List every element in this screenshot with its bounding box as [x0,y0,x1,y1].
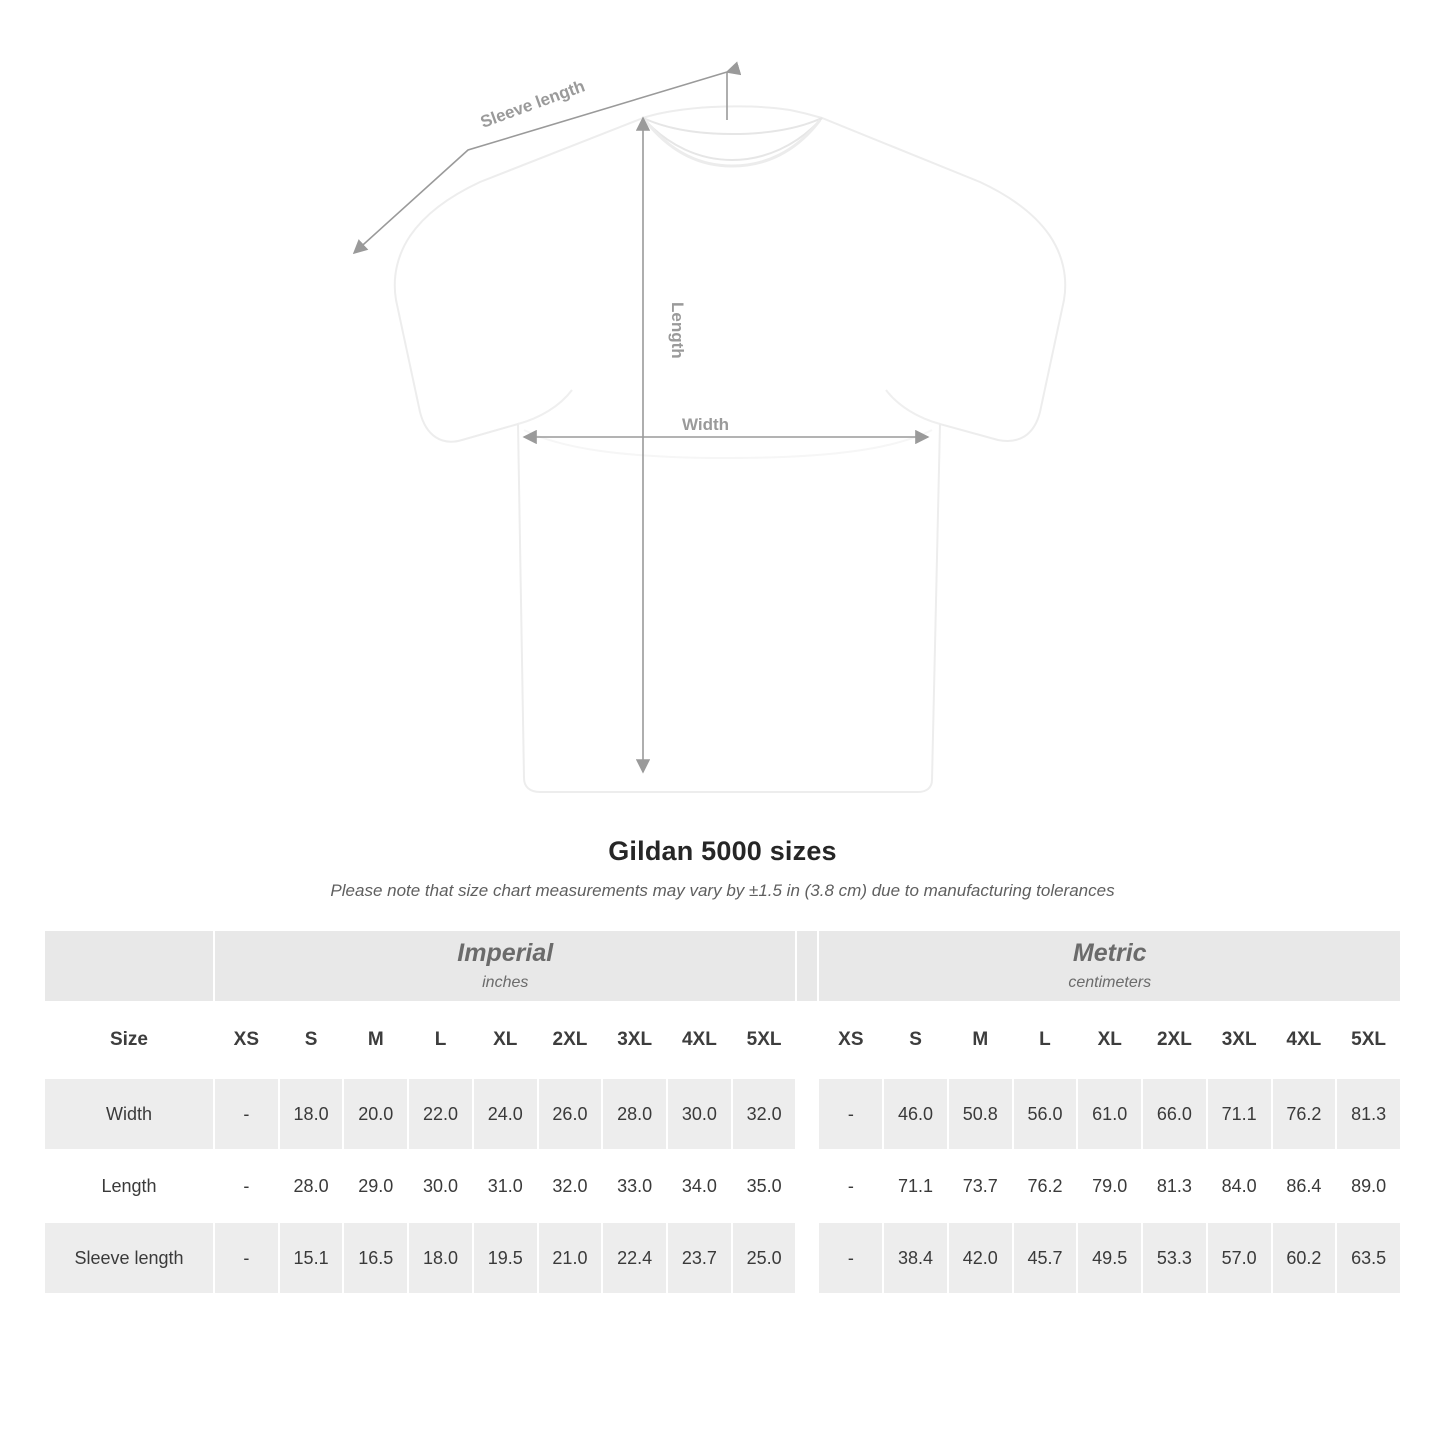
row-gap [796,1078,818,1150]
row-label-length: Length [44,1150,214,1222]
cell-sleeve-imperial-5xl: 25.0 [732,1222,797,1294]
size-table-wrap [43,929,1402,1295]
cell-width-imperial-xs: - [214,1078,279,1150]
cell-sleeve-metric-4xl: 60.2 [1272,1222,1337,1294]
header-metric-s: S [883,1002,948,1078]
header-metric-l: L [1013,1002,1078,1078]
cell-sleeve-imperial-4xl: 23.7 [667,1222,732,1294]
unit-gap-cell [796,930,818,1002]
header-metric-2xl: 2XL [1142,1002,1207,1078]
tshirt-shape [395,106,1065,792]
cell-width-metric-5xl: 81.3 [1336,1078,1401,1150]
table-row [44,1222,1401,1294]
cell-width-imperial-xl: 24.0 [473,1078,538,1150]
cell-sleeve-imperial-s: 15.1 [279,1222,344,1294]
cell-width-metric-m: 50.8 [948,1078,1013,1150]
cell-sleeve-imperial-2xl: 21.0 [538,1222,603,1294]
header-imperial-4xl: 4XL [667,1002,732,1078]
header-imperial-s: S [279,1002,344,1078]
cell-length-imperial-3xl: 33.0 [602,1150,667,1222]
table-row [44,1150,1401,1222]
cell-sleeve-imperial-l: 18.0 [408,1222,473,1294]
cell-width-metric-3xl: 71.1 [1207,1078,1272,1150]
cell-width-metric-4xl: 76.2 [1272,1078,1337,1150]
cell-length-metric-4xl: 86.4 [1272,1150,1337,1222]
cell-sleeve-metric-5xl: 63.5 [1336,1222,1401,1294]
header-metric-5xl: 5XL [1336,1002,1401,1078]
header-imperial-5xl: 5XL [732,1002,797,1078]
header-imperial-m: M [343,1002,408,1078]
size-header-row [44,1002,1401,1078]
cell-sleeve-imperial-m: 16.5 [343,1222,408,1294]
cell-length-imperial-m: 29.0 [343,1150,408,1222]
size-table [43,929,1402,1295]
cell-width-imperial-2xl: 26.0 [538,1078,603,1150]
cell-length-metric-m: 73.7 [948,1150,1013,1222]
length-label: Length [668,302,687,359]
cell-width-metric-2xl: 66.0 [1142,1078,1207,1150]
unit-metric-sub: centimeters [1068,973,1152,991]
title-block [0,836,1445,901]
cell-length-imperial-xs: - [214,1150,279,1222]
row-label-sleeve-length: Sleeve length [44,1222,214,1294]
cell-width-imperial-5xl: 32.0 [732,1078,797,1150]
cell-length-metric-3xl: 84.0 [1207,1150,1272,1222]
cell-width-imperial-4xl: 30.0 [667,1078,732,1150]
cell-sleeve-metric-s: 38.4 [883,1222,948,1294]
tolerance-note: Please note that size chart measurements may vary by ±1.5 in (3.8 cm) due to manufacturing tolerances [330,881,1115,900]
cell-length-imperial-2xl: 32.0 [538,1150,603,1222]
unit-group-imperial [214,930,796,1002]
header-imperial-l: L [408,1002,473,1078]
cell-width-imperial-l: 22.0 [408,1078,473,1150]
header-metric-3xl: 3XL [1207,1002,1272,1078]
table-row [44,1078,1401,1150]
unit-group-metric [818,930,1401,1002]
cell-length-imperial-l: 30.0 [408,1150,473,1222]
cell-length-metric-s: 71.1 [883,1150,948,1222]
cell-length-imperial-xl: 31.0 [473,1150,538,1222]
cell-sleeve-metric-xl: 49.5 [1077,1222,1142,1294]
header-imperial-2xl: 2XL [538,1002,603,1078]
cell-sleeve-imperial-xl: 19.5 [473,1222,538,1294]
cell-sleeve-metric-l: 45.7 [1013,1222,1078,1294]
cell-width-imperial-3xl: 28.0 [602,1078,667,1150]
cell-width-metric-xl: 61.0 [1077,1078,1142,1150]
header-imperial-3xl: 3XL [602,1002,667,1078]
cell-length-imperial-5xl: 35.0 [732,1150,797,1222]
unit-corner-cell [44,930,214,1002]
unit-imperial-sub: inches [482,973,529,991]
cell-length-metric-5xl: 89.0 [1336,1150,1401,1222]
unit-metric-name: Metric [1072,939,1147,968]
cell-length-imperial-4xl: 34.0 [667,1150,732,1222]
cell-sleeve-metric-xs: - [818,1222,883,1294]
cell-width-metric-l: 56.0 [1013,1078,1078,1150]
sleeve-length-label: Sleeve length [477,76,588,132]
cell-width-metric-s: 46.0 [883,1078,948,1150]
header-gap [796,1002,818,1078]
header-imperial-xl: XL [473,1002,538,1078]
cell-sleeve-imperial-3xl: 22.4 [602,1222,667,1294]
unit-header-row [44,930,1401,1002]
row-gap [796,1150,818,1222]
cell-sleeve-metric-3xl: 57.0 [1207,1222,1272,1294]
row-label-width: Width [44,1078,214,1150]
cell-length-imperial-s: 28.0 [279,1150,344,1222]
cell-width-imperial-s: 18.0 [279,1078,344,1150]
header-size-label: Size [44,1002,214,1078]
row-gap [796,1222,818,1294]
header-metric-m: M [948,1002,1013,1078]
cell-length-metric-l: 76.2 [1013,1150,1078,1222]
page-title: Gildan 5000 sizes [608,836,837,866]
cell-sleeve-metric-2xl: 53.3 [1142,1222,1207,1294]
header-metric-xs: XS [818,1002,883,1078]
cell-width-imperial-m: 20.0 [343,1078,408,1150]
width-label: Width [682,415,730,434]
cell-sleeve-metric-m: 42.0 [948,1222,1013,1294]
cell-length-metric-xl: 79.0 [1077,1150,1142,1222]
cell-width-metric-xs: - [818,1078,883,1150]
header-imperial-xs: XS [214,1002,279,1078]
header-metric-xl: XL [1077,1002,1142,1078]
unit-imperial-name: Imperial [457,939,554,968]
cell-sleeve-imperial-xs: - [214,1222,279,1294]
cell-length-metric-xs: - [818,1150,883,1222]
cell-length-metric-2xl: 81.3 [1142,1150,1207,1222]
header-metric-4xl: 4XL [1272,1002,1337,1078]
